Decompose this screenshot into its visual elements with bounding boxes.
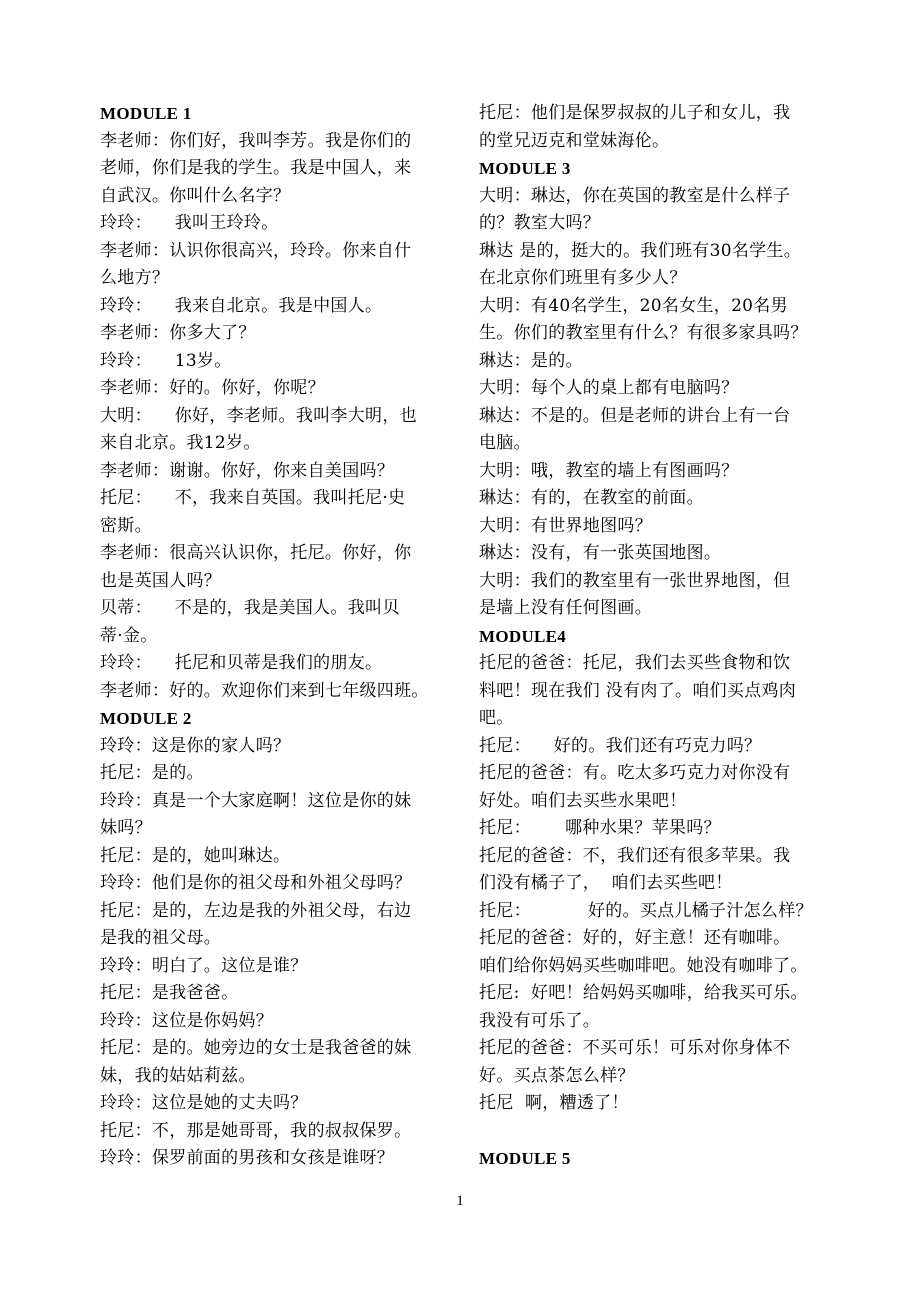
module-heading: MODULE 2 xyxy=(100,709,192,728)
dialogue-line: 大明：我们的教室里有一张世界地图，但 xyxy=(479,570,791,591)
dialogue-line: 玲玲： 13岁。 xyxy=(100,350,232,371)
dialogue-line: 料吧！现在我们 没有肉了。咱们买点鸡肉 xyxy=(479,680,797,701)
dialogue-line: 生。你们的教室里有什么？有很多家具吗？ xyxy=(479,323,808,343)
dialogue-line: 托尼：是的，她叫琳达。 xyxy=(100,845,291,866)
dialogue-line: 琳达：不是的。但是老师的讲台上有一台 xyxy=(479,405,791,426)
dialogue-line: 咱们给你妈妈买些咖啡吧。她没有咖啡了。 xyxy=(479,955,808,976)
dialogue-line: 大明：琳达，你在英国的教室是什么样子 xyxy=(479,185,791,206)
dialogue-line: 好。买点茶怎么样？ xyxy=(479,1065,635,1086)
dialogue-line: 的堂兄迈克和堂妹海伦。 xyxy=(479,130,670,151)
dialogue-line: 李老师：好的。欢迎你们来到七年级四班。 xyxy=(100,680,429,701)
blank-line xyxy=(479,1118,824,1146)
dialogue-line: 李老师：好的。你好，你呢？ xyxy=(100,378,325,398)
dialogue-line: 蒂·金。 xyxy=(100,625,158,646)
dialogue-line: 琳达：是的。 xyxy=(479,350,583,371)
dialogue-line: 是墙上没有任何图画。 xyxy=(479,598,652,618)
module-heading: MODULE 1 xyxy=(100,104,192,123)
dialogue-line: 托尼的爸爸：不，我们还有很多苹果。我 xyxy=(479,845,791,866)
dialogue-line: 贝蒂： 不是的，我是美国人。我叫贝 xyxy=(100,598,400,618)
dialogue-line: 的？教室大吗？ xyxy=(479,213,601,233)
dialogue-line: 李老师：谢谢。你好，你来自美国吗？ xyxy=(100,460,395,481)
dialogue-line: 玲玲：保罗前面的男孩和女孩是谁呀？ xyxy=(100,1148,395,1168)
dialogue-line: 李老师：你们好，我叫李芳。我是你们的 xyxy=(100,130,412,151)
dialogue-line: 大明：每个人的桌上都有电脑吗？ xyxy=(479,378,739,398)
dialogue-line: 托尼：他们是保罗叔叔的儿子和女儿，我 xyxy=(479,103,791,123)
dialogue-line: 托尼: 好吧！给妈妈买咖啡，给我买可乐。 xyxy=(479,983,808,1003)
dialogue-line: 密斯。 xyxy=(100,515,152,536)
dialogue-line: 在北京你们班里有多少人？ xyxy=(479,268,687,288)
dialogue-line: 托尼的爸爸：好的，好主意！还有咖啡。 xyxy=(479,928,791,948)
dialogue-line: 么地方？ xyxy=(100,268,170,288)
dialogue-line: 托尼： 好的。买点儿橘子汁怎么样？ xyxy=(479,900,813,921)
page-number: 1 xyxy=(456,1193,464,1209)
dialogue-line: 托尼： 不，我来自英国。我叫托尼·史 xyxy=(100,488,406,508)
dialogue-line: 琳达 是的，挺大的。我们班有30名学生。 xyxy=(479,240,802,261)
dialogue-line: 李老师：你多大了？ xyxy=(100,323,256,343)
dialogue-line: 玲玲：这是你的家人吗？ xyxy=(100,735,291,756)
dialogue-line: 托尼： 哪种水果？苹果吗？ xyxy=(479,818,721,838)
dialogue-line: 玲玲：这位是她的丈夫吗？ xyxy=(100,1093,308,1113)
dialogue-line: 托尼：是的。 xyxy=(100,763,204,783)
dialogue-line: 好处。咱们去买些水果吧！ xyxy=(479,790,687,811)
dialogue-line: 妹，我的姑姑莉兹。 xyxy=(100,1065,256,1086)
dialogue-line: 托尼：是的，左边是我的外祖父母，右边 xyxy=(100,900,412,921)
dialogue-line: 玲玲： 托尼和贝蒂是我们的朋友。 xyxy=(100,653,383,673)
dialogue-line: 托尼的爸爸：托尼，我们去买些食物和饮 xyxy=(479,653,791,673)
dialogue-line: 玲玲：这位是你妈妈？ xyxy=(100,1010,273,1031)
dialogue-line: 托尼：是我爸爸。 xyxy=(100,983,239,1003)
dialogue-line: 大明： 你好，李老师。我叫李大明，也 xyxy=(100,405,417,426)
dialogue-line: 玲玲： 我来自北京。我是中国人。 xyxy=(100,295,383,316)
left-column xyxy=(100,100,450,1173)
dialogue-line: 托尼 啊，糟透了！ xyxy=(479,1093,629,1113)
dialogue-line: 托尼的爸爸：不买可乐！可乐对你身体不 xyxy=(479,1038,791,1058)
dialogue-line: 妹吗？ xyxy=(100,818,152,838)
dialogue-line: 电脑。 xyxy=(479,433,531,453)
dialogue-line: 大明：有世界地图吗？ xyxy=(479,515,652,536)
dialogue-line: 们没有橘子了， 咱们去买些吧！ xyxy=(479,873,733,893)
dialogue-line: 大明：有40名学生，20名女生，20名男 xyxy=(479,295,788,316)
dialogue-line: 来自北京。我12岁。 xyxy=(100,433,261,453)
dialogue-line: 大明：哦，教室的墙上有图画吗？ xyxy=(479,460,739,481)
dialogue-line: 托尼的爸爸：有。吃太多巧克力对你没有 xyxy=(479,763,791,783)
dialogue-line: 李老师：很高兴认识你，托尼。你好，你 xyxy=(100,543,412,563)
dialogue-line: 托尼：是的。她旁边的女士是我爸爸的妹 xyxy=(100,1038,412,1058)
dialogue-line: 玲玲：真是一个大家庭啊！这位是你的妹 xyxy=(100,790,412,811)
module-heading: MODULE 5 xyxy=(479,1149,571,1168)
module-heading: MODULE 3 xyxy=(479,159,571,178)
dialogue-line: 老师，你们是我的学生。我是中国人，来 xyxy=(100,158,412,178)
dialogue-line: 我没有可乐了。 xyxy=(479,1010,601,1031)
module-heading: MODULE4 xyxy=(479,626,567,646)
dialogue-line: 琳达：有的，在教室的前面。 xyxy=(479,488,704,508)
dialogue-line: 自武汉。你叫什么名字？ xyxy=(100,185,291,206)
dialogue-line: 托尼： 好的。我们还有巧克力吗？ xyxy=(479,735,762,756)
dialogue-line: 玲玲：明白了。这位是谁？ xyxy=(100,955,308,976)
right-column xyxy=(479,100,824,1173)
dialogue-line: 托尼：不，那是她哥哥，我的叔叔保罗。 xyxy=(100,1120,412,1141)
dialogue-line: 是我的祖父母。 xyxy=(100,928,222,948)
dialogue-line: 玲玲： 我叫王玲玲。 xyxy=(100,213,279,233)
dialogue-line: 玲玲：他们是你的祖父母和外祖父母吗？ xyxy=(100,873,412,893)
dialogue-line: 吧。 xyxy=(479,708,514,728)
dialogue-line: 也是英国人吗？ xyxy=(100,570,222,591)
dialogue-line: 李老师：认识你很高兴，玲玲。你来自什 xyxy=(100,240,412,261)
dialogue-line: 琳达：没有，有一张英国地图。 xyxy=(479,543,722,563)
